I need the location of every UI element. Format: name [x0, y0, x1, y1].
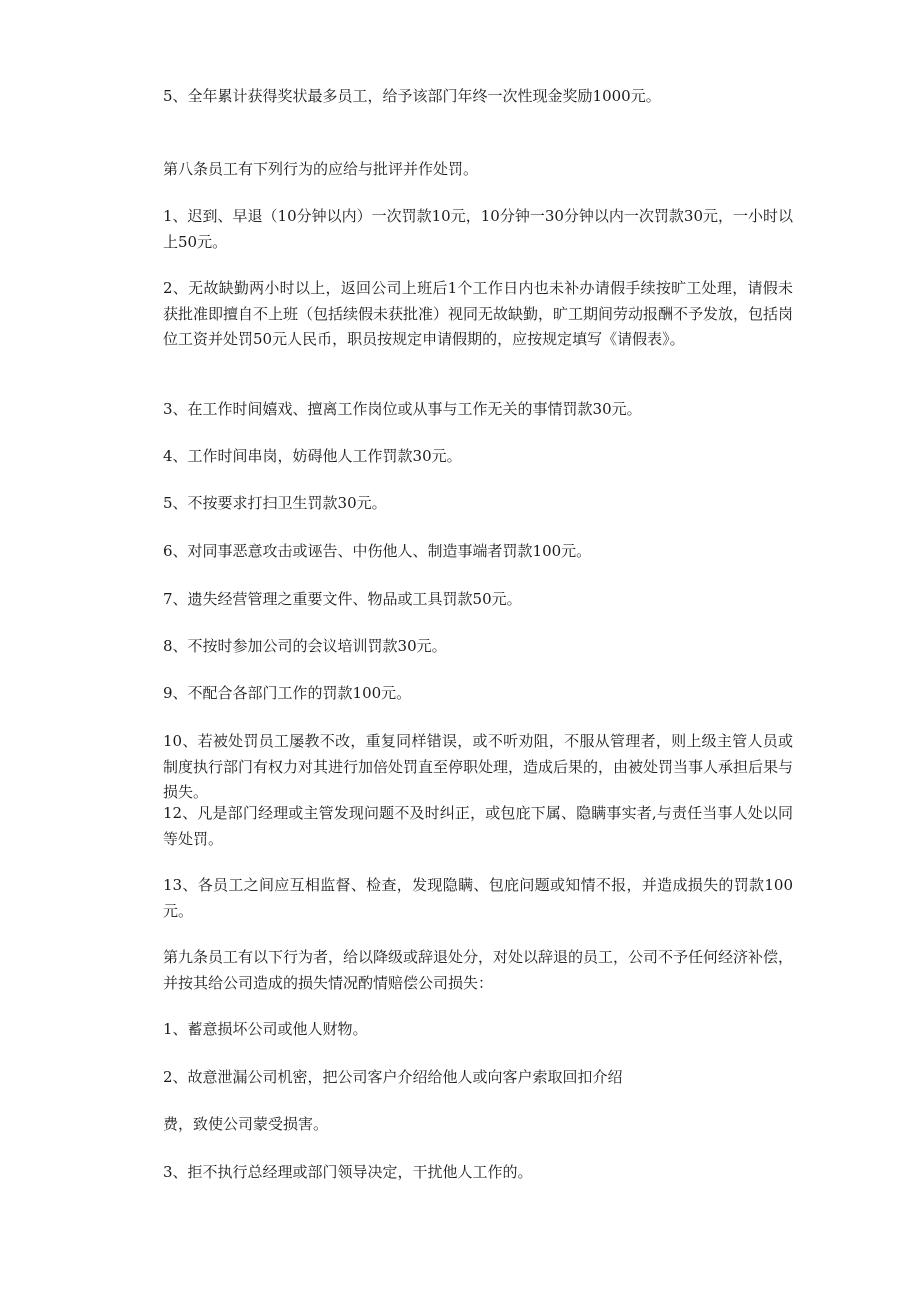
paragraph-dismissal-3: 3、拒不执行总经理或部门领导决定，干扰他人工作的。	[163, 1163, 533, 1181]
paragraph-penalty-1: 1、迟到、早退（10分钟以内）一次罚款10元，10分钟一30分钟以内一次罚款30元，一小时以上50元。	[163, 207, 793, 251]
paragraph-penalty-10: 10、若被处罚员工屡教不改，重复同样错误，或不听劝阻，不服从管理者，则上级主管人员或制度执行部门有权力对其进行加倍处罚直至停职处理，造成后果的，由被处罚当事人承担后果与损失。	[163, 732, 794, 801]
paragraph-dismissal-2: 2、故意泄漏公司机密，把公司客户介绍给他人或向客户索取回扣介绍	[163, 1068, 623, 1086]
paragraph-penalty-5: 5、不按要求打扫卫生罚款30元。	[163, 494, 387, 512]
paragraph-article-8: 第八条员工有下列行为的应给与批评并作处罚。	[163, 160, 479, 178]
paragraph-penalty-8: 8、不按时参加公司的会议培训罚款30元。	[163, 637, 447, 655]
paragraph-penalty-3: 3、在工作时间嬉戏、擅离工作岗位或从事与工作无关的事情罚款30元。	[163, 400, 642, 418]
paragraph-penalty-12: 12、凡是部门经理或主管发现问题不及时纠正，或包庇下属、隐瞒事实者,与责任当事人处以同等处罚。	[163, 804, 793, 848]
paragraph-penalty-9: 9、不配合各部门工作的罚款100元。	[163, 684, 412, 702]
paragraph-penalty-4: 4、工作时间串岗，妨碍他人工作罚款30元。	[163, 447, 462, 465]
paragraph-penalty-7: 7、遗失经营管理之重要文件、物品或工具罚款50元。	[163, 590, 522, 608]
paragraph-dismissal-1: 1、蓄意损坏公司或他人财物。	[163, 1020, 368, 1038]
paragraph-article-9: 第九条员工有以下行为者，给以降级或辞退处分，对处以辞退的员工，公司不予任何经济补偿，并按其给公司造成的损失情况酌情赔偿公司损失：	[163, 948, 794, 992]
paragraph-penalty-6: 6、对同事恶意攻击或诬告、中伤他人、制造事端者罚款100元。	[163, 542, 592, 560]
paragraph-penalty-13: 13、各员工之间应互相监督、检查，发现隐瞒、包庇问题或知情不报，并造成损失的罚款100元。	[163, 876, 793, 920]
paragraph-dismissal-2-continued: 费，致使公司蒙受损害。	[163, 1115, 329, 1133]
paragraph-award-5: 5、全年累计获得奖状最多员工，给予该部门年终一次性现金奖励1000元。	[163, 87, 661, 105]
paragraph-penalty-2: 2、无故缺勤两小时以上，返回公司上班后1个工作日内也未补办请假手续按旷工处理，请假未获批准即擅自不上班（包括续假未获批准）视同无故缺勤，旷工期间劳动报酬不予发放，包括岗位工资并处罚50元人民币，职员按规定申请假期的，应按规定填写《请假表》。	[163, 279, 794, 348]
